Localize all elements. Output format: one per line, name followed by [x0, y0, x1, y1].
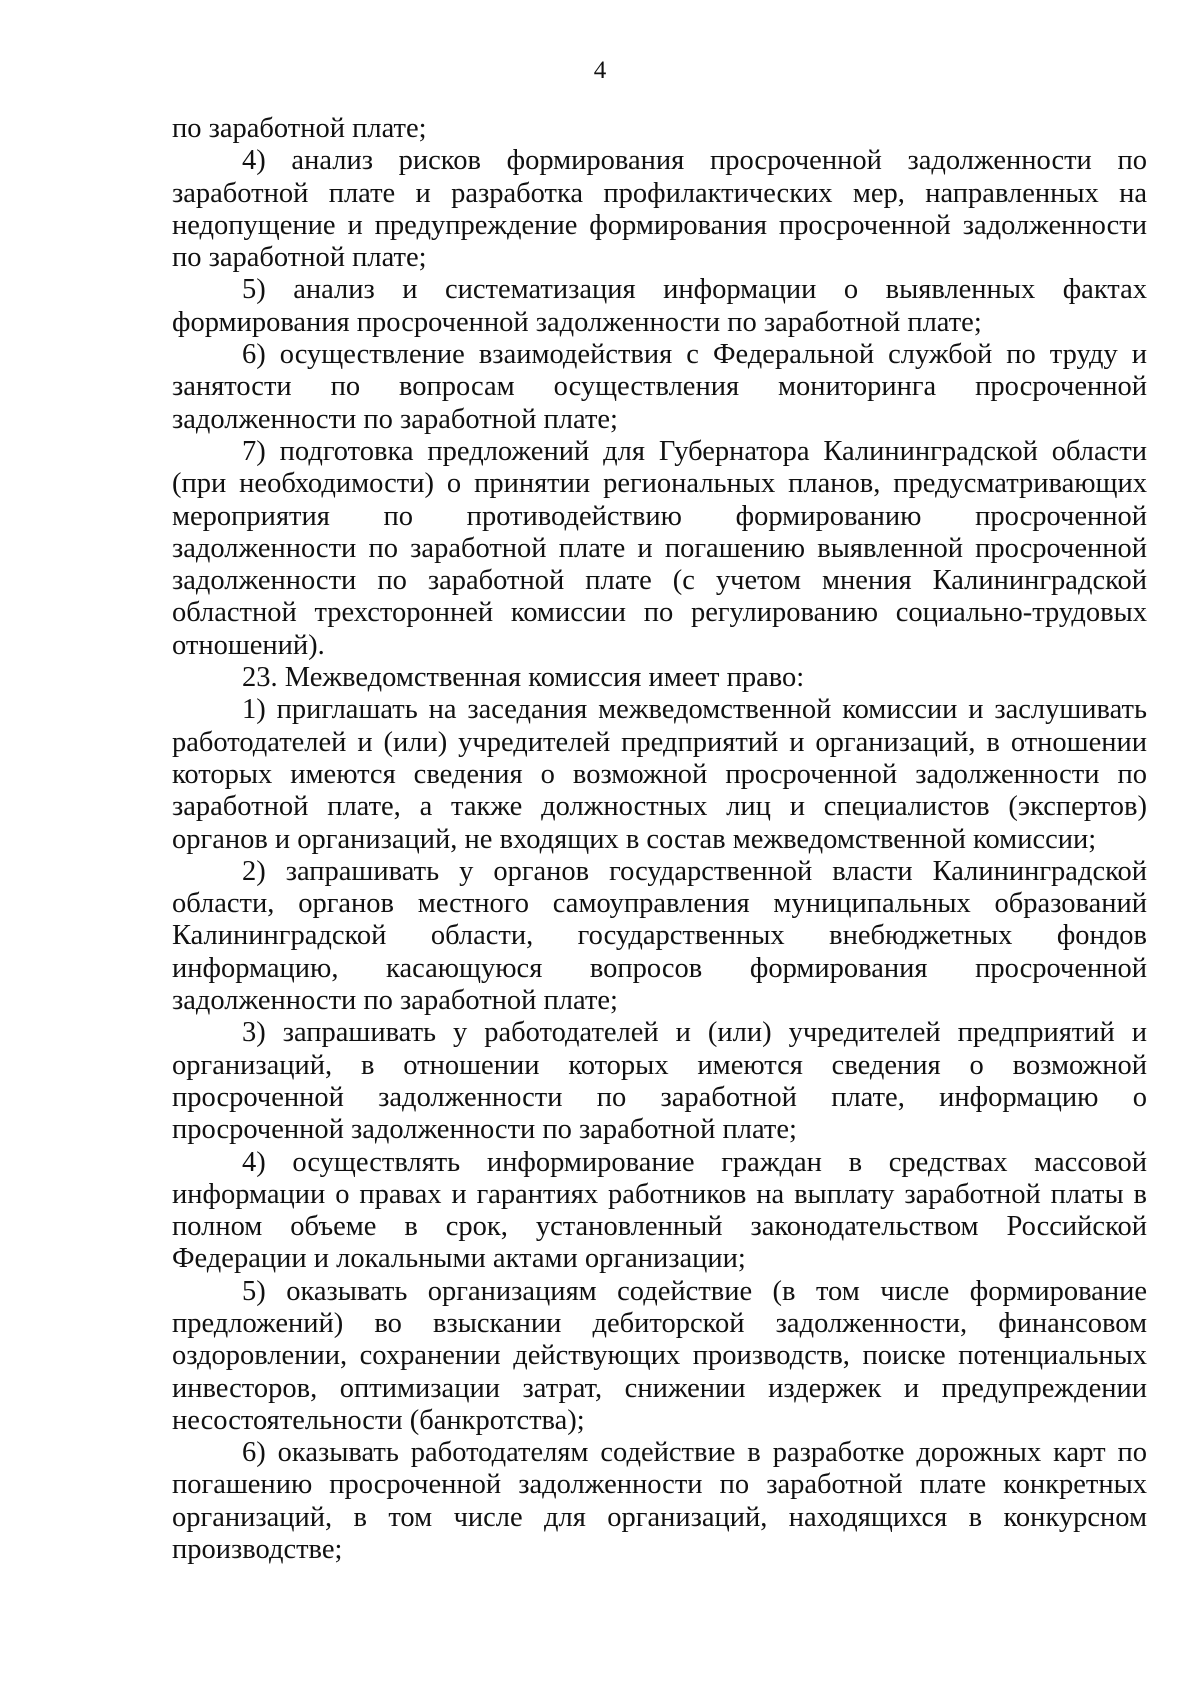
paragraph-right-4: 4) осуществлять информирование граждан в средствах массовой информации о правах и гарантиях работников на выплату заработной платы в полном объеме в срок, установленный законодательством Российской Федерации и локальными актами организации; — [172, 1146, 1147, 1275]
paragraph-item-7: 7) подготовка предложений для Губернатора Калининградской области (при необходимости) о принятии региональных планов, предусматривающих мероприятия по противодействию формированию просроченной задолженности по заработной плате и погашению выявленной просроченной задолженности по заработной плате (с учетом мнения Калининградской областной трехсторонней комиссии по регулированию социально-трудовых отношений). — [172, 435, 1147, 661]
paragraph-continuation: по заработной плате; — [172, 113, 427, 144]
paragraph-item-4: 4) анализ рисков формирования просроченной задолженности по заработной плате и разработка профилактических мер, направленных на недопущение и предупреждение формирования просроченной задолженности по заработной плате; — [172, 145, 1147, 274]
paragraph-right-6: 6) оказывать работодателям содействие в разработке дорожных карт по погашению просроченной задолженности по заработной плате конкретных организаций, в том числе для организаций, находящихся в конкурсном производстве; — [172, 1437, 1147, 1566]
page-number: 4 — [593, 57, 607, 84]
paragraph-item-6: 6) осуществление взаимодействия с Федеральной службой по труду и занятости по вопросам осуществления мониторинга просроченной задолженности по заработной плате; — [172, 339, 1147, 435]
paragraph-right-2: 2) запрашивать у органов государственной власти Калининградской области, органов местного самоуправления муниципальных образований Калининградской области, государственных внебюджетных фондов информацию, касающуюся вопросов формирования просроченной задолженности по заработной плате; — [172, 855, 1147, 1017]
paragraph-right-1: 1) приглашать на заседания межведомственной комиссии и заслушивать работодателей и (или) учредителей предприятий и организаций, в отношении которых имеются сведения о возможной просроченной задолженности по заработной плате, а также должностных лиц и специалистов (экспертов) органов и организаций, не входящих в состав межведомственной комиссии; — [172, 694, 1147, 855]
paragraph-right-3: 3) запрашивать у работодателей и (или) учредителей предприятий и организаций, в отношении которых имеются сведения о возможной просроченной задолженности по заработной плате, информацию о просроченной задолженности по заработной плате; — [172, 1017, 1147, 1146]
paragraph-right-5: 5) оказывать организациям содействие (в том числе формирование предложений) во взыскании дебиторской задолженности, финансовом оздоровлении, сохранении действующих производств, поиске потенциальных инвесторов, оптимизации затрат, снижении издержек и предупреждении несостоятельности (банкротства); — [172, 1275, 1147, 1436]
document-body — [172, 113, 1147, 1566]
paragraph-section-23: 23. Межведомственная комиссия имеет право: — [242, 662, 805, 694]
paragraph-item-5: 5) анализ и систематизация информации о выявленных фактах формирования просроченной задолженности по заработной плате; — [172, 274, 1147, 338]
